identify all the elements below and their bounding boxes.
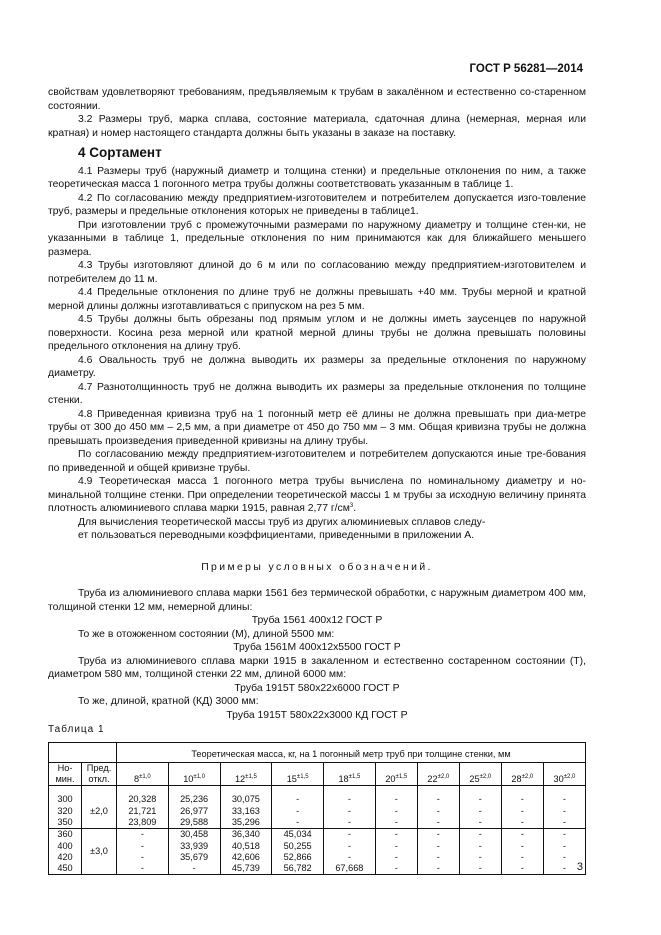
- mass-cell: 36,340: [220, 829, 272, 841]
- mass-cell: -: [375, 829, 417, 841]
- mass-cell: 35,296: [220, 817, 272, 829]
- thickness-tolerance: ±2,0: [479, 774, 492, 781]
- mass-cell: -: [375, 806, 417, 817]
- mass-cell: -: [117, 829, 169, 841]
- table-row: [49, 852, 586, 863]
- spacer-cell: [543, 786, 585, 795]
- mass-cell: -: [417, 817, 459, 829]
- tolerance-cell: [82, 817, 117, 829]
- mass-cell: 40,518: [220, 841, 272, 852]
- mass-cell: -: [543, 794, 585, 805]
- thickness-value: 12: [234, 774, 246, 785]
- table-header-row: [49, 742, 586, 762]
- thickness-value: 8: [133, 774, 140, 785]
- mass-cell: 42,606: [220, 852, 272, 863]
- paragraph-4-2: 4.2 По согласованию между предприятием-изготовителем и потребителем допускается изго-товление труб, размеры и предельные отклонения которых не приведены в таблице1.: [48, 192, 586, 217]
- mass-cell: -: [272, 794, 324, 805]
- thickness-tolerance: ±1,5: [348, 774, 361, 781]
- example-2-code: Труба 1561М 400х12х5500 ГОСТ Р: [233, 642, 401, 653]
- thickness-header: [168, 762, 220, 786]
- paragraph-4-1: 4.1 Размеры труб (наружный диаметр и толщина стенки) и предельные отклонения по ним, а также теоретическая масса 1 погонного метра трубы должны соответствовать указанным в таблице 1.: [48, 165, 586, 190]
- tolerance-cell: [82, 829, 117, 841]
- col-nominal-header: Но-мин.: [49, 762, 82, 786]
- tolerance-cell: [82, 794, 117, 805]
- thickness-header: [272, 762, 324, 786]
- mass-cell: 50,255: [272, 841, 324, 852]
- diameter-cell: 300: [49, 794, 82, 805]
- mass-cell: -: [543, 852, 585, 863]
- thickness-header: [324, 762, 376, 786]
- mass-cell: -: [417, 806, 459, 817]
- thickness-tolerance: ±1,5: [395, 774, 408, 781]
- spacer-cell: [501, 786, 543, 795]
- spacer-cell: [82, 786, 117, 795]
- mass-cell: -: [324, 806, 376, 817]
- thickness-tolerance: ±2,0: [563, 774, 576, 781]
- paragraph-4-5: 4.5 Трубы должны быть обрезаны под прямым углом и не должны иметь заусенцев по наружной поверхности. Косина реза мерной или кратной мерной длины трубы не должна превышать половины предельного отклонения на длину труб.: [48, 314, 586, 352]
- mass-cell: -: [168, 863, 220, 875]
- mass-cell: -: [117, 852, 169, 863]
- mass-cell: 67,668: [324, 863, 376, 875]
- table-row: [49, 794, 586, 805]
- table-corner-cell: [49, 742, 117, 762]
- tolerance-cell: [82, 863, 117, 875]
- example-4-code: Труба 1915Т 580х22х3000 КД ГОСТ Р: [226, 709, 408, 721]
- mass-cell: 26,977: [168, 806, 220, 817]
- spacer-cell: [459, 786, 501, 795]
- mass-cell: 21,721: [117, 806, 169, 817]
- spacer-cell: [375, 786, 417, 795]
- diameter-cell: 320: [49, 806, 82, 817]
- mass-cell: -: [459, 852, 501, 863]
- spacer-cell: [168, 786, 220, 795]
- thickness-tolerance: ±2,0: [521, 774, 534, 781]
- mass-cell: -: [501, 829, 543, 841]
- table-label: Таблица 1: [48, 724, 105, 735]
- spacer-cell: [417, 786, 459, 795]
- thickness-tolerance: ±1,5: [296, 774, 309, 781]
- example-2: То же в отожженном состоянии (М), длиной 5500 мм:: [78, 628, 335, 640]
- diameter-cell: 360: [49, 829, 82, 841]
- mass-cell: -: [324, 817, 376, 829]
- table-row: [49, 841, 586, 852]
- mass-cell: -: [375, 863, 417, 875]
- example-3: Труба из алюминиевого сплава марки 1915 в закаленном и естественно состаренном состоянии (Т), диаметром 580 мм, толщиной стенки 22 мм, длиной 6000 мм:: [48, 655, 586, 680]
- paragraph-4-4: 4.4 Предельные отклонения по длине труб не должны превышать +40 мм. Трубы мерной и кратной мерной длины должны изготавливаться с припуском на рез 5 мм.: [48, 287, 586, 312]
- mass-cell: -: [417, 852, 459, 863]
- thickness-header: [117, 762, 169, 786]
- thickness-value: 20: [385, 774, 396, 785]
- mass-cell: -: [543, 863, 585, 875]
- paragraph-4-9-text: 4.9 Теоретическая масса 1 погонного метра трубы вычислена по номинальному диаметру и но-минальной толщине стенки. При определении теоретической массы 1 м трубы за исходную величину принята плотность алюминиевого сплава марки 1915, равная 2,77 г/см: [48, 476, 586, 514]
- page-content: [48, 86, 586, 875]
- mass-cell: -: [543, 806, 585, 817]
- mass-cell: -: [501, 817, 543, 829]
- thickness-header: [543, 762, 585, 786]
- paragraph-4-9-end: .: [353, 503, 357, 514]
- mass-cell: -: [543, 829, 585, 841]
- mass-cell: -: [417, 794, 459, 805]
- mass-cell: 45,739: [220, 863, 272, 875]
- mass-cell: -: [375, 794, 417, 805]
- paragraph-4-3: 4.3 Трубы изготовляют длиной до 6 м или по согласованию между предприятием-изготовителем и потребителем до 11 м.: [48, 260, 586, 285]
- thickness-tolerance: ±1,5: [245, 774, 257, 781]
- mass-cell: 29,588: [168, 817, 220, 829]
- mass-cell: -: [543, 841, 585, 852]
- thickness-header: [375, 762, 417, 786]
- spacer-cell: [220, 786, 272, 795]
- mass-cell: -: [459, 806, 501, 817]
- mass-cell: 52,866: [272, 852, 324, 863]
- mass-table: [48, 742, 586, 876]
- tolerance-cell: ±3,0: [82, 846, 117, 857]
- paragraph-3-2: 3.2 Размеры труб, марка сплава, состояние материала, сдаточная длина (немерная, мерная или кратная) и номер настоящего стандарта должны быть указаны в заказе на поставку.: [48, 114, 586, 139]
- examples-title: Примеры условных обозначений.: [201, 561, 433, 573]
- spacer-cell: [324, 786, 376, 795]
- table-spacer-row: [49, 786, 586, 795]
- mass-cell: -: [324, 829, 376, 841]
- col-tolerance-header: Пред. откл.: [82, 762, 117, 786]
- mass-cell: -: [375, 852, 417, 863]
- paragraph-4-9c: ет пользоваться переводными коэффициентами, приведенными в приложении А.: [78, 530, 475, 541]
- document-id: ГОСТ Р 56281—2014: [469, 63, 583, 75]
- thickness-value: 25: [469, 774, 480, 785]
- table-header-main: Теоретическая масса, кг, на 1 погонный метр труб при толщине стенки, мм: [117, 742, 586, 762]
- spacer-cell: [49, 786, 82, 795]
- thickness-value: 30: [553, 774, 564, 785]
- paragraph-4-8b: По согласованию между предприятием-изготовителем и потребителем допускаются иные тре-бования по приведенной и общей кривизне трубы.: [48, 449, 586, 474]
- mass-cell: -: [417, 841, 459, 852]
- diameter-cell: 420: [49, 852, 82, 863]
- mass-cell: -: [459, 817, 501, 829]
- paragraph-4-7: 4.7 Разнотолщинность труб не должна выводить их размеры за предельные отклонения по толщине стенки.: [48, 381, 586, 406]
- mass-cell: 56,782: [272, 863, 324, 875]
- mass-cell: -: [324, 841, 376, 852]
- paragraph-4-6: 4.6 Овальность труб не должна выводить их размеры за предельные отклонения по наружному диаметру.: [48, 354, 586, 379]
- thickness-header: [417, 762, 459, 786]
- thickness-value: 22: [427, 774, 438, 785]
- mass-cell: -: [417, 863, 459, 875]
- mass-cell: -: [375, 841, 417, 852]
- mass-cell: -: [459, 829, 501, 841]
- mass-cell: 25,236: [168, 794, 220, 805]
- mass-cell: -: [417, 829, 459, 841]
- mass-cell: 35,679: [168, 852, 220, 863]
- example-1-code: Труба 1561 400х12 ГОСТ Р: [251, 615, 383, 626]
- mass-cell: -: [272, 817, 324, 829]
- diameter-cell: 450: [49, 863, 82, 875]
- mass-cell: 20,328: [117, 794, 169, 805]
- thickness-header: [459, 762, 501, 786]
- mass-cell: 33,163: [220, 806, 272, 817]
- table-subheader-row: [49, 762, 586, 786]
- mass-cell: -: [117, 841, 169, 852]
- mass-cell: -: [272, 806, 324, 817]
- diameter-cell: 400: [49, 841, 82, 852]
- mass-cell: -: [459, 841, 501, 852]
- page-number: 3: [576, 861, 583, 873]
- mass-cell: -: [459, 794, 501, 805]
- table-row: [49, 806, 586, 817]
- mass-cell: -: [501, 794, 543, 805]
- thickness-value: 18: [338, 774, 349, 785]
- thickness-value: 15: [286, 774, 297, 785]
- table-row: [49, 863, 586, 875]
- mass-cell: -: [324, 852, 376, 863]
- paragraph-4-2b: При изготовлении труб с промежуточными размерами по наружному диаметру и толщине стен-ки, не указанными в таблице 1, предельные отклонения по ним принимаются как для ближайшего меньшего размера.: [48, 219, 586, 258]
- thickness-header: [220, 762, 272, 786]
- thickness-tolerance: ±1,0: [193, 774, 206, 781]
- mass-cell: -: [117, 863, 169, 875]
- tolerance-cell: ±2,0: [82, 806, 117, 817]
- mass-cell: 23,809: [117, 817, 169, 829]
- mass-cell: -: [459, 863, 501, 875]
- mass-cell: 30,075: [220, 794, 272, 805]
- mass-cell: -: [501, 806, 543, 817]
- mass-cell: -: [501, 863, 543, 875]
- spacer-cell: [117, 786, 169, 795]
- thickness-value: 28: [511, 774, 522, 785]
- mass-cell: -: [501, 841, 543, 852]
- paragraph-4-9b: Для вычисления теоретической массы труб из других алюминиевых сплавов следу-: [78, 516, 486, 528]
- thickness-header: [501, 762, 543, 786]
- table-row: [49, 817, 586, 829]
- table-row: [49, 829, 586, 841]
- paragraph-4-9: [48, 475, 586, 516]
- mass-cell: -: [324, 794, 376, 805]
- thickness-value: 10: [183, 774, 194, 785]
- example-3-code: Труба 1915Т 580х22х6000 ГОСТ Р: [234, 682, 400, 694]
- example-1: Труба из алюминиевого сплава марки 1561 без термической обработки, с наружным диаметром 400 мм, толщиной стенки 12 мм, немерной длины:: [48, 588, 586, 613]
- paragraph-4-8: 4.8 Приведенная кривизна труб на 1 погонный метр её длины не должна превышать при диа-метре трубы от 300 до 450 мм – 2,5 мм, а при диаметре от 450 до 750 мм – 3 мм. Общая кривизна трубы не должна превышать произведения приведенной кривизны на длину трубы.: [48, 408, 586, 447]
- superscript: 3: [349, 503, 354, 509]
- mass-cell: 30,458: [168, 829, 220, 841]
- mass-cell: -: [543, 817, 585, 829]
- mass-cell: 33,939: [168, 841, 220, 852]
- section-heading: 4 Сортамент: [78, 145, 162, 160]
- mass-cell: -: [375, 817, 417, 829]
- spacer-cell: [272, 786, 324, 795]
- paragraph: свойствам удовлетворяют требованиям, предъявляемым к трубам в закалённом и естественно со-старенном состоянии.: [48, 87, 586, 112]
- thickness-tolerance: ±1,0: [139, 774, 151, 781]
- thickness-tolerance: ±2,0: [437, 774, 450, 781]
- diameter-cell: 350: [49, 817, 82, 829]
- example-4: То же, длиной, кратной (КД) 3000 мм:: [78, 696, 259, 707]
- mass-cell: -: [501, 852, 543, 863]
- mass-cell: 45,034: [272, 829, 324, 841]
